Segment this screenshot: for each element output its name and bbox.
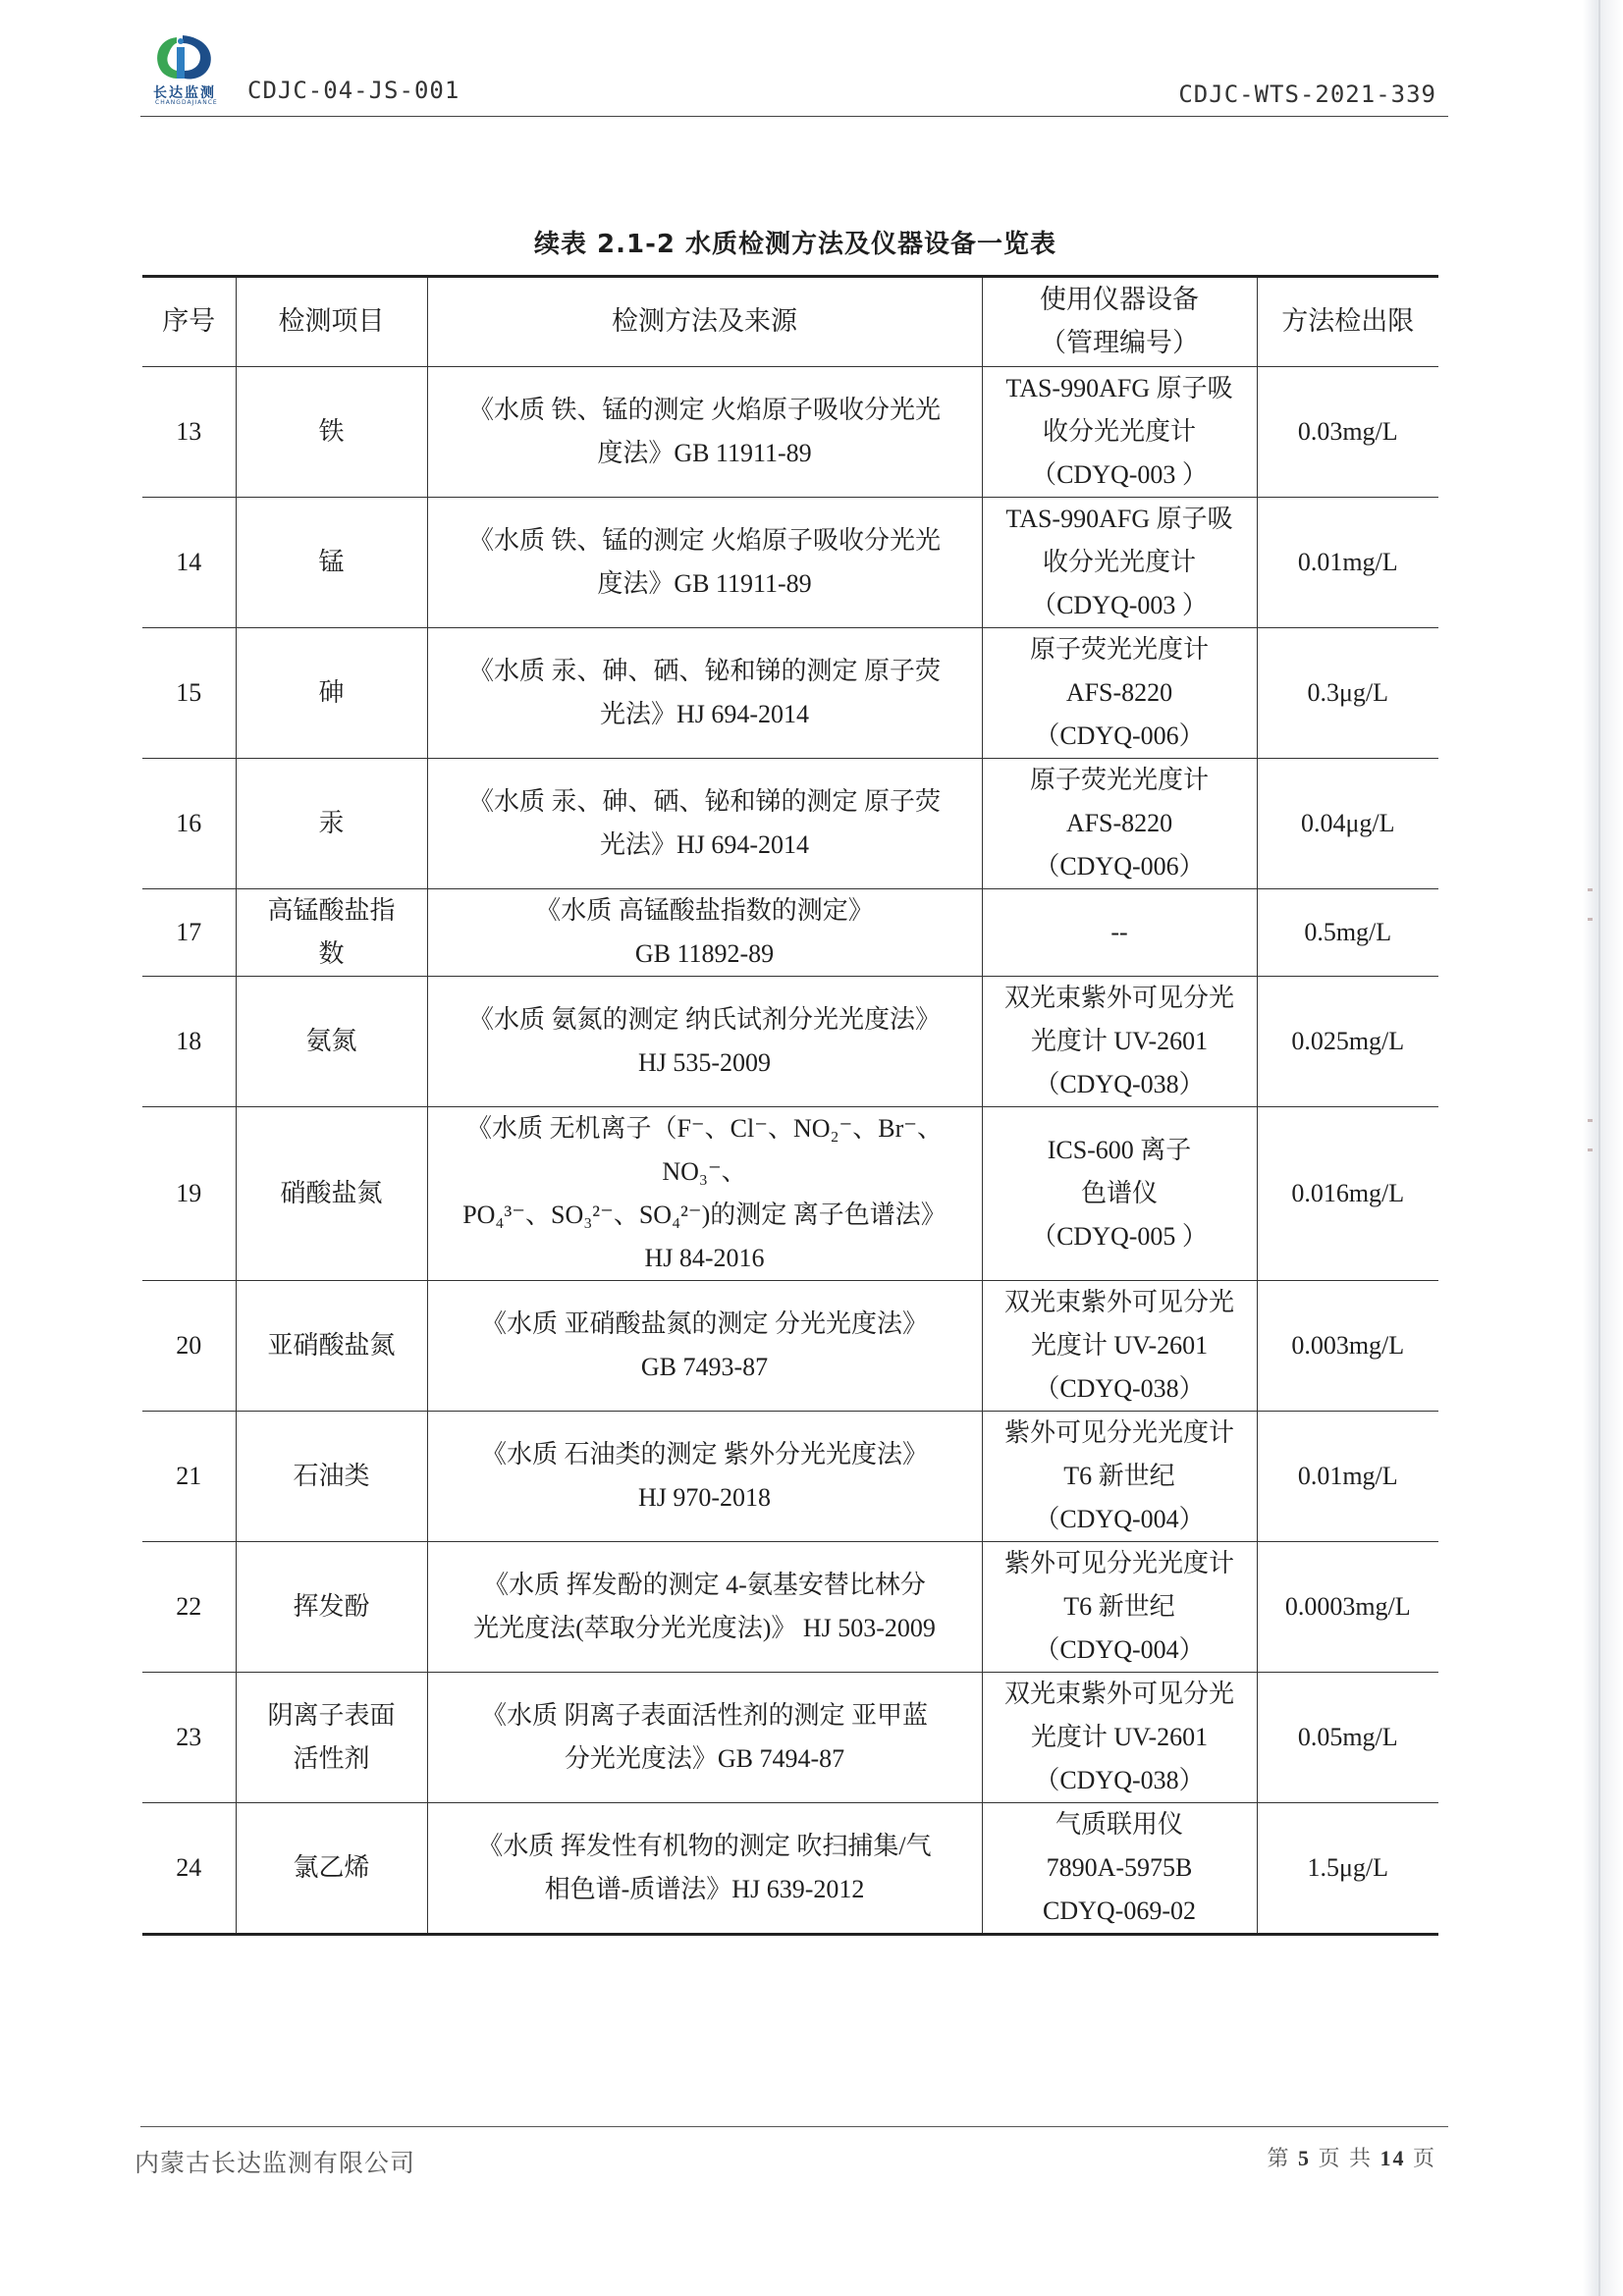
- cell-no: 16: [142, 759, 236, 889]
- cell-item-line: 锰: [318, 548, 345, 576]
- cell-item-line: 硝酸盐氮: [280, 1179, 383, 1207]
- cell-instrument: [982, 1542, 1257, 1673]
- cell-item: [236, 1803, 427, 1935]
- cell-item-line: 亚硝酸盐氮: [267, 1331, 396, 1360]
- cell-item-line: 氨氮: [305, 1027, 357, 1055]
- cell-method: [427, 367, 982, 498]
- header-divider: [140, 116, 1448, 117]
- cell-method: [427, 1412, 982, 1542]
- cell-method-line: 《水质 挥发性有机物的测定 吹扫捕集/气: [477, 1832, 932, 1860]
- cell-method-line: GB 7493-87: [640, 1353, 769, 1381]
- cell-instrument-line: 收分光光度计: [1042, 548, 1196, 576]
- cell-method-line: 《水质 挥发酚的测定 4-氨基安替比林分: [483, 1571, 926, 1599]
- table-row: [142, 889, 1438, 977]
- logo-text: 长达监测: [153, 85, 216, 101]
- cell-item: [236, 977, 427, 1107]
- page-current: 5: [1297, 2146, 1311, 2170]
- table-row: [142, 1281, 1438, 1412]
- cell-no: 15: [142, 628, 236, 759]
- cell-item: [236, 367, 427, 498]
- cell-instrument-line: （CDYQ-038）: [1034, 1766, 1205, 1794]
- cell-method-line: GB 11892-89: [634, 939, 775, 968]
- table-header-row: [142, 277, 1438, 367]
- cell-instrument-line: 气质联用仪: [1055, 1810, 1183, 1839]
- cell-item-line: 挥发酚: [293, 1592, 370, 1621]
- document-code: CDJC-04-JS-001: [247, 77, 460, 104]
- cell-no: 14: [142, 498, 236, 628]
- col-header-instrument: [982, 277, 1257, 367]
- scan-mark: [1588, 918, 1593, 921]
- table-row: [142, 367, 1438, 498]
- cell-method-line: 光法》HJ 694-2014: [599, 830, 810, 859]
- cell-instrument: [982, 977, 1257, 1107]
- cell-item-line: 阴离子表面: [267, 1701, 396, 1730]
- cell-limit: 0.3μg/L: [1257, 628, 1438, 759]
- page-prefix: 第: [1267, 2146, 1291, 2170]
- table-row: [142, 498, 1438, 628]
- cell-method-line: 《水质 阴离子表面活性剂的测定 亚甲蓝: [480, 1701, 928, 1730]
- cell-instrument-line: CDYQ-069-02: [1043, 1896, 1196, 1925]
- table-body: [142, 367, 1438, 1935]
- cell-method-line: 《水质 氨氮的测定 纳氏试剂分光光度法》: [467, 1005, 941, 1034]
- table-row: [142, 1107, 1438, 1281]
- cell-method-line: 《水质 汞、砷、硒、铋和锑的测定 原子荧: [467, 657, 941, 685]
- cell-instrument-line: （CDYQ-004）: [1034, 1635, 1205, 1664]
- cell-instrument: [982, 759, 1257, 889]
- cell-method-line: 分光光度法》GB 7494-87: [564, 1744, 845, 1773]
- cell-limit: 0.5mg/L: [1257, 889, 1438, 977]
- cell-instrument-line: AFS-8220: [1065, 678, 1173, 707]
- cell-instrument: [982, 367, 1257, 498]
- cell-method-line: 《水质 高锰酸盐指数的测定》: [535, 896, 874, 925]
- cell-instrument: [982, 889, 1257, 977]
- cell-limit: 0.0003mg/L: [1257, 1542, 1438, 1673]
- cell-method-line: 《水质 亚硝酸盐氮的测定 分光光度法》: [480, 1309, 928, 1338]
- cell-instrument: [982, 1803, 1257, 1935]
- cell-instrument: [982, 1412, 1257, 1542]
- cell-item: [236, 1281, 427, 1412]
- cell-instrument-line: 原子荧光光度计: [1029, 635, 1209, 664]
- cell-method-line: 光法》HJ 694-2014: [599, 700, 810, 728]
- cell-instrument-line: 光度计 UV-2601: [1030, 1027, 1209, 1055]
- cell-instrument-line: （CDYQ-003 ）: [1031, 591, 1208, 619]
- cell-item: [236, 1673, 427, 1803]
- table-row: [142, 759, 1438, 889]
- cell-instrument: [982, 1107, 1257, 1281]
- cell-instrument-line: ICS-600 离子: [1047, 1136, 1192, 1164]
- cell-instrument-line: T6 新世纪: [1063, 1462, 1175, 1490]
- cell-limit: 0.025mg/L: [1257, 977, 1438, 1107]
- cell-item: [236, 759, 427, 889]
- scan-mark: [1588, 1148, 1593, 1151]
- page-indicator: [1267, 2142, 1436, 2172]
- cell-limit: 0.016mg/L: [1257, 1107, 1438, 1281]
- table-row: [142, 628, 1438, 759]
- cell-limit: 1.5μg/L: [1257, 1803, 1438, 1935]
- cell-limit: 0.04μg/L: [1257, 759, 1438, 889]
- cell-limit: 0.03mg/L: [1257, 367, 1438, 498]
- cell-instrument-line: 原子荧光光度计: [1029, 766, 1209, 794]
- cell-instrument-line: （CDYQ-003 ）: [1031, 460, 1208, 489]
- cell-item-line: 铁: [318, 417, 345, 446]
- cell-item-line: 高锰酸盐指: [267, 896, 396, 925]
- scan-edge-line: [1598, 0, 1600, 2296]
- cell-item: [236, 889, 427, 977]
- cell-method-line: 《水质 铁、锰的测定 火焰原子吸收分光光: [467, 396, 941, 424]
- cell-method: [427, 1542, 982, 1673]
- page-middle: 页 共: [1318, 2146, 1373, 2170]
- cell-instrument: [982, 1281, 1257, 1412]
- cell-item: [236, 498, 427, 628]
- cell-method-line: HJ 535-2009: [637, 1048, 772, 1077]
- footer-divider: [140, 2126, 1448, 2127]
- cell-item-line: 活性剂: [293, 1744, 370, 1773]
- cell-item: [236, 1542, 427, 1673]
- table-row: [142, 1803, 1438, 1935]
- cell-method: [427, 759, 982, 889]
- cell-no: 19: [142, 1107, 236, 1281]
- cell-no: 13: [142, 367, 236, 498]
- table-row: [142, 1412, 1438, 1542]
- cell-instrument-line: 光度计 UV-2601: [1030, 1723, 1209, 1751]
- cell-method: [427, 889, 982, 977]
- scan-mark: [1588, 888, 1593, 891]
- cell-instrument: [982, 628, 1257, 759]
- cell-instrument-line: 7890A-5975B: [1046, 1853, 1193, 1882]
- cell-method: [427, 977, 982, 1107]
- cell-instrument-line: （CDYQ-006）: [1034, 852, 1205, 881]
- cell-no: 24: [142, 1803, 236, 1935]
- cell-item-line: 砷: [318, 678, 345, 707]
- cell-instrument-line: TAS-990AFG 原子吸: [1005, 374, 1233, 402]
- cell-method-line: 光光度法(萃取分光光度法)》 HJ 503-2009: [473, 1614, 936, 1642]
- cell-no: 22: [142, 1542, 236, 1673]
- cell-no: 17: [142, 889, 236, 977]
- cell-instrument-line: （CDYQ-038）: [1034, 1070, 1205, 1098]
- cell-item: [236, 1412, 427, 1542]
- cell-method-line: 度法》GB 11911-89: [597, 569, 812, 598]
- cell-method: [427, 1107, 982, 1281]
- page-suffix: 页: [1412, 2146, 1436, 2170]
- col-header-instrument-line: （管理编号）: [1040, 328, 1199, 358]
- cell-item-line: 汞: [318, 809, 345, 837]
- cell-instrument-line: TAS-990AFG 原子吸: [1005, 505, 1233, 533]
- cell-instrument-line: 紫外可见分光光度计: [1003, 1549, 1234, 1577]
- cell-item: [236, 628, 427, 759]
- cell-instrument: [982, 498, 1257, 628]
- cell-method: [427, 1281, 982, 1412]
- col-header-limit: 方法检出限: [1257, 277, 1438, 367]
- col-header-no: 序号: [142, 277, 236, 367]
- cell-item-line: 数: [318, 939, 345, 968]
- cell-instrument-line: （CDYQ-005 ）: [1031, 1222, 1208, 1251]
- cell-method: [427, 1673, 982, 1803]
- table-row: [142, 1673, 1438, 1803]
- report-number: CDJC-WTS-2021-339: [1178, 80, 1436, 108]
- company-name: 内蒙古长达监测有限公司: [135, 2149, 416, 2177]
- cell-method-line: 《水质 无机离子（F⁻、Cl⁻、NO₂⁻、Br⁻、NO₃⁻、: [465, 1114, 944, 1186]
- cell-method-line: 《水质 石油类的测定 紫外分光光度法》: [480, 1440, 928, 1468]
- cell-item-line: 石油类: [293, 1462, 370, 1490]
- cell-instrument-line: T6 新世纪: [1063, 1592, 1175, 1621]
- cell-limit: 0.01mg/L: [1257, 1412, 1438, 1542]
- cell-method: [427, 628, 982, 759]
- col-header-instrument-line: 使用仪器设备: [1040, 285, 1199, 315]
- methods-table: [142, 275, 1438, 1936]
- cell-limit: 0.05mg/L: [1257, 1673, 1438, 1803]
- table-title: 续表 2.1-2 水质检测方法及仪器设备一览表: [533, 230, 1057, 259]
- cell-limit: 0.01mg/L: [1257, 498, 1438, 628]
- cell-instrument-line: --: [1110, 918, 1128, 946]
- cell-method-line: 相色谱-质谱法》HJ 639-2012: [544, 1875, 865, 1903]
- cell-instrument-line: 色谱仪: [1080, 1179, 1158, 1207]
- scan-mark: [1588, 1119, 1593, 1122]
- cell-instrument-line: 光度计 UV-2601: [1030, 1331, 1209, 1360]
- cell-method: [427, 498, 982, 628]
- cell-method-line: 《水质 汞、砷、硒、铋和锑的测定 原子荧: [467, 787, 941, 816]
- cell-instrument-line: （CDYQ-004）: [1034, 1505, 1205, 1533]
- table-row: [142, 977, 1438, 1107]
- cell-item-line: 氯乙烯: [293, 1853, 370, 1882]
- cell-instrument-line: 双光束紫外可见分光: [1003, 1288, 1234, 1316]
- cell-method-line: HJ 970-2018: [637, 1483, 772, 1512]
- cell-no: 23: [142, 1673, 236, 1803]
- cell-instrument-line: AFS-8220: [1065, 809, 1173, 837]
- table-row: [142, 1542, 1438, 1673]
- cell-instrument-line: （CDYQ-006）: [1034, 721, 1205, 750]
- cell-method-line: 《水质 铁、锰的测定 火焰原子吸收分光光: [467, 526, 941, 555]
- cell-instrument: [982, 1673, 1257, 1803]
- col-header-method: 检测方法及来源: [427, 277, 982, 367]
- cell-no: 21: [142, 1412, 236, 1542]
- cell-instrument-line: 收分光光度计: [1042, 417, 1196, 446]
- cell-no: 20: [142, 1281, 236, 1412]
- cell-item: [236, 1107, 427, 1281]
- cell-method-line: PO₄³⁻、SO₃²⁻、SO₄²⁻)的测定 离子色谱法》: [462, 1201, 947, 1229]
- cell-limit: 0.003mg/L: [1257, 1281, 1438, 1412]
- cell-method-line: 度法》GB 11911-89: [597, 439, 812, 467]
- cell-method: [427, 1803, 982, 1935]
- cell-instrument-line: 双光束紫外可见分光: [1003, 1680, 1234, 1708]
- cell-instrument-line: 双光束紫外可见分光: [1003, 984, 1234, 1012]
- cell-instrument-line: 紫外可见分光光度计: [1003, 1418, 1234, 1447]
- col-header-item: 检测项目: [236, 277, 427, 367]
- cell-no: 18: [142, 977, 236, 1107]
- cell-method-line: HJ 84-2016: [644, 1244, 765, 1272]
- cell-instrument-line: （CDYQ-038）: [1034, 1374, 1205, 1403]
- logo-subtext: CHANGDAJIANCE: [155, 99, 218, 106]
- page-total: 14: [1380, 2146, 1406, 2170]
